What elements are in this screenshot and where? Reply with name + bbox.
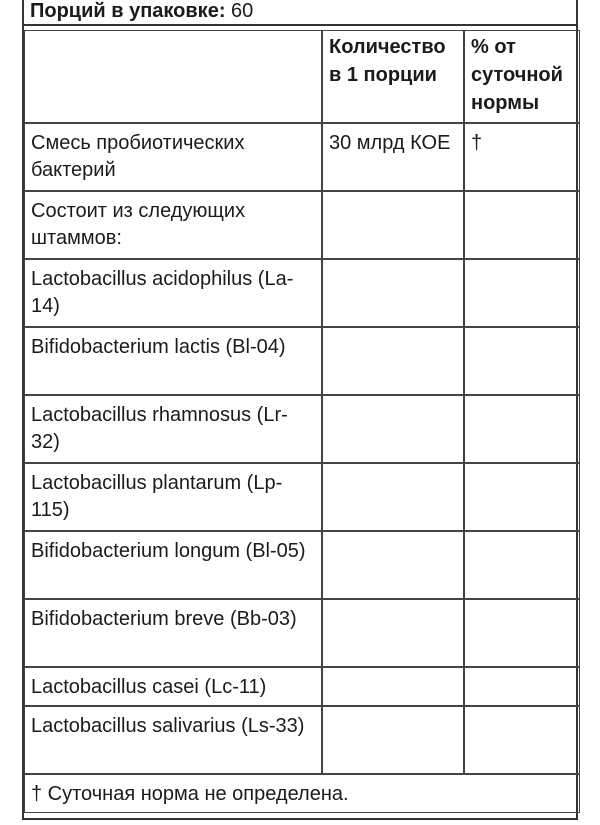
ingredient-daily-value: [464, 599, 580, 667]
ingredient-name: Lactobacillus acidophilus (La-14): [24, 259, 322, 327]
table-row: [24, 123, 580, 191]
ingredient-amount: [322, 259, 464, 327]
ingredient-amount: [322, 706, 464, 774]
table-row: [24, 259, 580, 327]
table-row: [24, 599, 580, 667]
footnote-row: [24, 774, 580, 813]
ingredient-name: Lactobacillus plantarum (Lp-115): [24, 463, 322, 531]
ingredient-amount: 30 млрд КОЕ: [322, 123, 464, 191]
ingredient-daily-value: †: [464, 123, 580, 191]
ingredient-name: Bifidobacterium longum (Bl-05): [24, 531, 322, 599]
servings-per-container: [24, 0, 576, 26]
ingredient-name: Lactobacillus salivarius (Ls-33): [24, 706, 322, 774]
ingredient-name: Смесь пробиотических бактерий: [24, 123, 322, 191]
ingredient-amount: [322, 667, 464, 706]
ingredient-amount: [322, 191, 464, 259]
table-row: [24, 531, 580, 599]
table-row: [24, 327, 580, 395]
header-amount-per-serving: Количество в 1 порции: [322, 30, 464, 123]
ingredient-daily-value: [464, 395, 580, 463]
header-daily-value: % от суточной нормы: [464, 30, 580, 123]
table-row: [24, 395, 580, 463]
ingredient-daily-value: [464, 706, 580, 774]
servings-value: 60: [231, 0, 254, 22]
table-header-row: [24, 30, 580, 123]
supplement-facts-panel: [22, 0, 578, 820]
header-ingredient: [24, 30, 322, 123]
ingredient-name: Lactobacillus rhamnosus (Lr-32): [24, 395, 322, 463]
ingredient-daily-value: [464, 667, 580, 706]
ingredient-name: Bifidobacterium lactis (Bl-04): [24, 327, 322, 395]
ingredient-amount: [322, 531, 464, 599]
ingredient-daily-value: [464, 327, 580, 395]
nutrition-table: [24, 30, 580, 813]
ingredient-amount: [322, 395, 464, 463]
table-row: [24, 463, 580, 531]
ingredient-name: Bifidobacterium breve (Bb-03): [24, 599, 322, 667]
footnote-text: † Суточная норма не определена.: [24, 774, 580, 813]
ingredient-name: Состоит из следующих штаммов:: [24, 191, 322, 259]
ingredient-amount: [322, 463, 464, 531]
ingredient-daily-value: [464, 463, 580, 531]
ingredient-daily-value: [464, 191, 580, 259]
ingredient-amount: [322, 327, 464, 395]
servings-label: Порций в упаковке:: [30, 0, 226, 22]
table-row: [24, 706, 580, 774]
table-row: [24, 667, 580, 706]
ingredient-name: Lactobacillus casei (Lc-11): [24, 667, 322, 706]
table-row: [24, 191, 580, 259]
ingredient-daily-value: [464, 531, 580, 599]
ingredient-daily-value: [464, 259, 580, 327]
ingredient-amount: [322, 599, 464, 667]
